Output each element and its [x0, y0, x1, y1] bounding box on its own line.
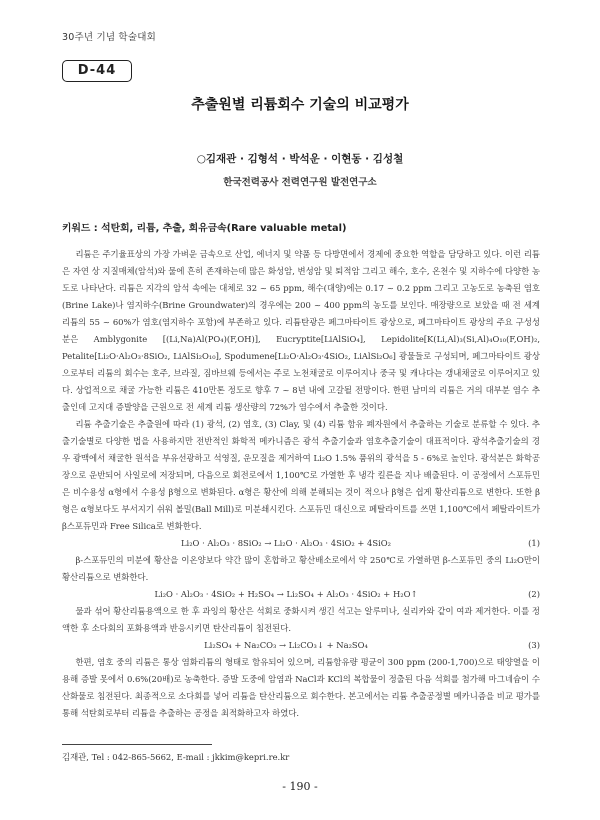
- equation-text: Li₂O · Al₂O₃ · 8SiO₂ → Li₂O · Al₂O₃ · 4SiO₂ + 4SiO₂: [180, 538, 392, 548]
- keywords: [62, 220, 347, 234]
- equation-3: [62, 637, 540, 654]
- footnote-divider: [62, 744, 212, 745]
- paragraph: β-스포듀민의 미분에 황산을 이온양보다 약간 많이 혼합하고 황산배소로에서 약 250℃로 가열하면 β-스포듀민 중의 Li₂O만이 황산리튬으로 변화한다.: [62, 555, 540, 582]
- keywords-text: 석탄회, 리튬, 추출, 희유금속(Rare valuable metal): [101, 223, 347, 234]
- paper-title: 추출원별 리튬회수 기술의 비교평가: [191, 97, 409, 113]
- equation-number: (3): [528, 640, 540, 650]
- equation-2: [62, 586, 540, 603]
- keywords-label: 키워드 :: [62, 223, 102, 234]
- paragraph: 리튬은 주기율표상의 가장 가벼운 금속으로 산업, 에너지 및 약품 등 다방면에서 경제에 중요한 역할을 담당하고 있다. 이런 리튬은 자연 상 지질매체(암석)와 물에 흔히 존재하는데 많은 화성암, 변성암 및 퇴적암 그리고 해수, 호수, 온천수 및 지하수에 다양한 농도로 나타난다. 리튬은 지각의 암석 속에는 대체로 32 ~ 65 ppm, 해수(대양)에는 0.17 ~ 0.2 ppm 그리고 고농도로 농축된 염호(Brine Lake)나 염지하수(Brine Groundwater)의 경우에는 200 ~ 400 ppm의 농도를 보인다. 매장량으로 보았을 때 전 세계 리튬의 55 ~ 60%가 염호(염지하수 포함)에 부존하고 있다. 리튬탄광은 페그마타이트 광상으로, 페그마타이트 광상의 주요 구성성분은 Amblygonite [(Li,Na)Al(PO₄)(F,OH)], Eucryptite[LiAlSiO₄], Lepidolite[K(Li,Al)₃(Si,Al)₄O₁₀(F,OH)₂, Petalite[Li₂O·Al₂O₃·8SiO₂, LiAlSi₂O₁₀], Spodumene[Li₂O·Al₂O₃·4SiO₂, LiAlSi₂O₆] 광물들로 구성되며, 페그마타이트 광상으로부터 리튬의 회수는 호주, 브라질, 짐바브웨 등에서는 주로 노천채굴로 이루어지나 중국 및 캐나다는 갱내채굴로 이루어지고 있다. 상업적으로 채굴 가능한 리튬은 410만톤 정도로 향후 7 ~ 8년 내에 고갈될 전망이다. 한편 남미의 리튬은 거의 대부분 염수 추출인데 고지대 증발양을 근원으로 전 세계 리튬 생산량의 72%가 염수에서 추출한 것이다.: [62, 249, 540, 412]
- equation-number: (2): [528, 589, 540, 599]
- equation-1: [62, 535, 540, 552]
- equation-text: Li₂SO₄ + Na₂CO₃ → Li₂CO₃↓ + Na₂SO₄: [204, 640, 368, 650]
- author-list: ○김재관 · 김형석 · 박석운 · 이현동 · 김성철: [196, 153, 404, 165]
- page-number: - 190 -: [282, 780, 318, 793]
- body-text: [62, 246, 540, 722]
- paragraph: 리튬 추출기술은 추출원에 따라 (1) 광석, (2) 염호, (3) Clay, 및 (4) 리튬 함유 폐자원에서 추출하는 기술로 분류할 수 있다. 추출기술별로 다양한 법을 사용하지만 전반적인 화학적 메카니즘은 광석 추출기술과 염호추출기술이 대표적이다. 광석추출기술의 경우 광맥에서 채굴한 원석을 부유선광하고 석영질, 운모질을 제거하여 Li₂O 1.5% 품위의 광석을 5 - 6%로 높인다. 광석분은 화학공장으로 운반되어 사일로에 저장되며, 다음으로 회전로에서 1,100℃로 가열한 후 냉각 킬른을 지나 배출된다. 이 공정에서 스포듀민은 비수용성 α형에서 수용성 β형으로 변화된다. α형은 황산에 의해 분해되는 것이 적으나 β형은 쉽게 황산리튬으로 변한다. 또한 β형은 α형보다도 부서지기 쉬워 볼밀(Ball Mill)로 미분쇄시킨다. 스포듀민 대신으로 페탈라이트를 쓰면 1,100℃에서 페탈라이트가 β스포듀민과 Free Silica로 변화한다.: [62, 419, 540, 531]
- affiliation: 한국전력공사 전력연구원 발전연구소: [223, 177, 377, 188]
- paragraph: 한편, 염호 중의 리튬은 통상 염화리튬의 형태로 함유되어 있으며, 리튬함유량 평균이 300 ppm (200-1,700)으로 태양열을 이용해 증발 못에서 0.6%(20배)로 농축한다. 증발 도중에 암염과 NaCl과 KCl의 복합물이 정출된 다음 석회를 첨가해 마그네슘이 수산화물로 침전된다. 최종적으로 소다회를 넣어 리튬을 탄산리튬으로 회수한다. 본고에서는 리튬 추출공정별 메카니즘을 비교 평가를 통해 석탄회로부터 리튬을 추출하는 공정을 최적화하고자 하였다.: [62, 657, 540, 718]
- paper-code-badge: D-44: [62, 60, 132, 82]
- running-head: 30주년 기념 학술대회: [62, 32, 156, 43]
- paragraph: 물과 섞어 황산리튬용액으로 한 후 과잉의 황산은 석회로 중화시켜 생긴 석고는 알루미나, 실리카와 같이 여과 제거한다. 이를 정액한 후 소다회의 포화용액과 반응시키면 탄산리튬이 침전된다.: [62, 606, 540, 633]
- equation-number: (1): [528, 538, 540, 548]
- footnote-contact: 김재관, Tel : 042-865-5662, E-mail : jkkim@kepri.re.kr: [62, 752, 290, 762]
- equation-text: Li₂O · Al₂O₃ · 4SiO₂ + H₂SO₄ → Li₂SO₄ + Al₂O₃ · 4SiO₂ + H₂O↑: [154, 589, 418, 599]
